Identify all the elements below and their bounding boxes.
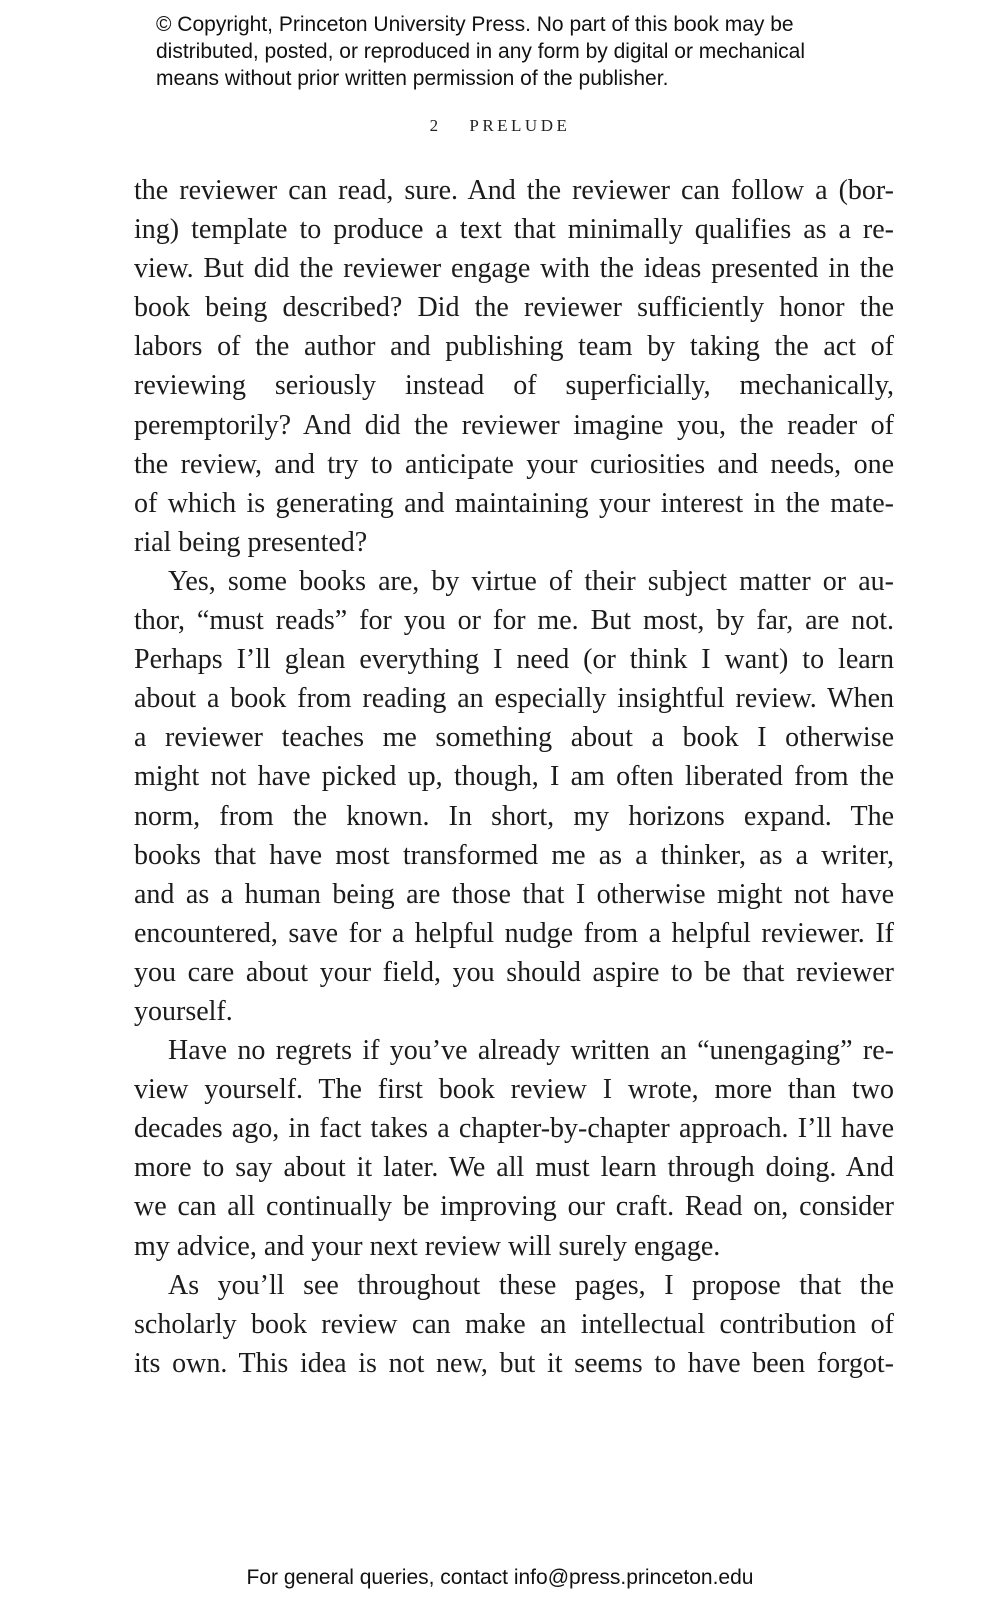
- text-line: might not have picked up, though, I am often liberated from the: [134, 761, 894, 793]
- text-line: my advice, and your next review will surely engage.: [134, 1230, 721, 1262]
- page-number: 2: [429, 116, 442, 135]
- text-line: view. But did the reviewer engage with the ideas presented in the: [134, 253, 894, 285]
- text-line: rial being presented?: [134, 526, 368, 558]
- text-line: more to say about it later. We all must learn through doing. And: [134, 1152, 894, 1184]
- section-title: PRELUDE: [469, 116, 571, 135]
- text-line: scholarly book review can make an intellectual contribution of: [134, 1308, 894, 1340]
- text-line: labors of the author and publishing team by taking the act of: [134, 331, 894, 363]
- body-text: [134, 171, 894, 1383]
- text-line: we can all continually be improving our craft. Read on, consider: [134, 1191, 894, 1223]
- text-line: the reviewer can read, sure. And the reviewer can follow a (bor-: [134, 175, 894, 206]
- text-line: you care about your field, you should aspire to be that reviewer: [134, 956, 894, 988]
- copyright-line: means without prior written permission of the publisher.: [156, 67, 669, 90]
- text-line: a reviewer teaches me something about a book I otherwise: [134, 722, 894, 754]
- text-line: thor, “must reads” for you or for me. But most, by far, are not.: [134, 605, 894, 637]
- text-line: the review, and try to anticipate your curiosities and needs, one: [134, 448, 894, 480]
- text-line: As you’ll see throughout these pages, I propose that the: [168, 1269, 894, 1301]
- text-line: of which is generating and maintaining your interest in the mate-: [134, 487, 894, 519]
- text-line: peremptorily? And did the reviewer imagine you, the reader of: [134, 409, 894, 441]
- text-line: and as a human being are those that I otherwise might not have: [134, 878, 894, 910]
- text-line: ing) template to produce a text that minimally qualifies as a re-: [134, 214, 894, 246]
- text-line: about a book from reading an especially insightful review. When: [134, 683, 894, 715]
- text-line: its own. This idea is not new, but it seems to have been forgot-: [134, 1347, 894, 1379]
- text-line: Yes, some books are, by virtue of their subject matter or au-: [168, 565, 894, 597]
- copyright-notice: [156, 11, 916, 92]
- text-line: Perhaps I’ll glean everything I need (or think I want) to learn: [134, 644, 894, 676]
- text-line: encountered, save for a helpful nudge from a helpful reviewer. If: [134, 917, 894, 949]
- text-line: yourself.: [134, 995, 233, 1027]
- text-line: decades ago, in fact takes a chapter-by-chapter approach. I’ll have: [134, 1113, 894, 1145]
- copyright-line: distributed, posted, or reproduced in any form by digital or mechanical: [156, 40, 806, 63]
- copyright-line: © Copyright, Princeton University Press. No part of this book may be: [156, 13, 794, 36]
- text-line: Have no regrets if you’ve already written an “unengaging” re-: [168, 1035, 894, 1067]
- text-line: books that have most transformed me as a thinker, as a writer,: [134, 839, 894, 871]
- text-line: book being described? Did the reviewer sufficiently honor the: [134, 292, 894, 324]
- text-line: view yourself. The first book review I wrote, more than two: [134, 1074, 894, 1106]
- text-line: norm, from the known. In short, my horizons expand. The: [134, 800, 894, 832]
- running-head: [0, 116, 1000, 136]
- footer-contact: For general queries, contact info@press.princeton.edu: [246, 1566, 754, 1589]
- text-line: reviewing seriously instead of superficially, mechanically,: [134, 370, 894, 402]
